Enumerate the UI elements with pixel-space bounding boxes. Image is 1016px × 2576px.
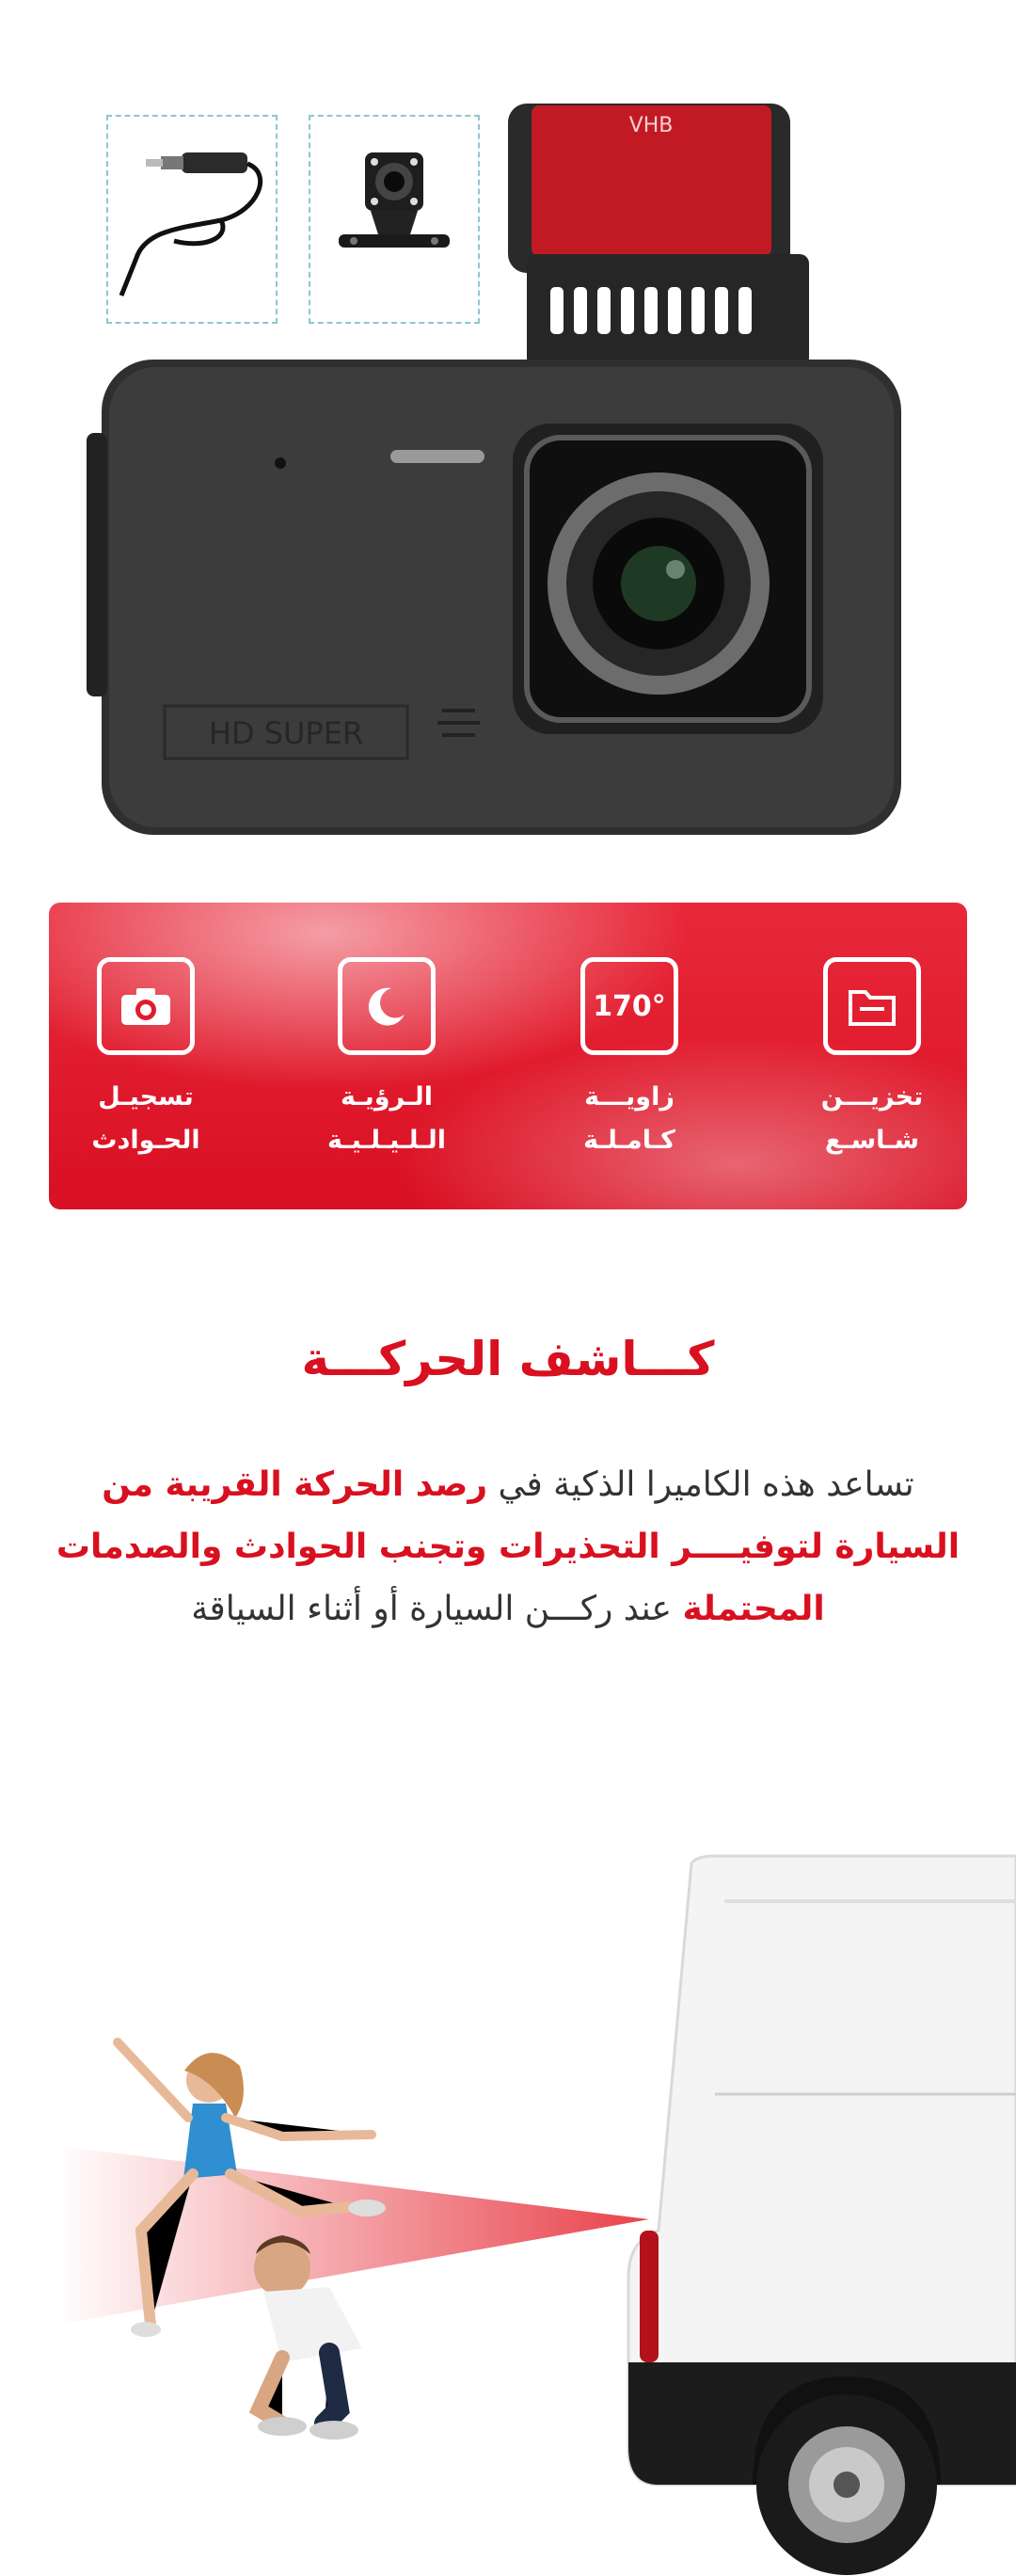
feature-night-vision [307,957,467,1162]
feature-label: زاويـــة [584,1082,675,1112]
feature-label: تخزيـــن [820,1082,924,1112]
feature-label: الـرؤيـة [341,1082,433,1112]
feature-label: كـامـلـة [583,1126,675,1155]
motion-detection-scene [0,1835,1016,2576]
feature-label: الحـوادث [91,1126,200,1155]
folder-icon [823,957,921,1055]
description-highlight: رصد الحركة القريبة من السيارة لتوفيــــر التحذيرات وتجنب الحوادث والصدمات المحتملة [56,1465,960,1628]
feature-wide-angle [549,957,709,1162]
feature-label: الـلـيـلـيـة [327,1126,446,1155]
section-title: كـــاشف الحركـــة [301,1332,715,1386]
feature-label: شـاسـع [824,1126,920,1155]
section-description [38,1454,978,1640]
hd-super-badge: HD SUPER [208,715,364,751]
feature-accident-recording [66,957,226,1162]
description-text: عند ركـــن السيارة أو أثناء السياقة [191,1590,683,1628]
adhesive-tape-text: VHB [628,114,674,137]
dashcam-product-image [0,94,1016,847]
van-image [628,1856,1016,2575]
camera-icon [97,957,195,1055]
moon-icon [338,957,436,1055]
wide-angle-icon: 170° [580,957,678,1055]
feature-label: تسجيـل [98,1082,194,1112]
description-text: تساعد هذه الكاميرا الذكية في [487,1465,914,1504]
features-banner [49,903,967,1209]
feature-storage [792,957,952,1162]
